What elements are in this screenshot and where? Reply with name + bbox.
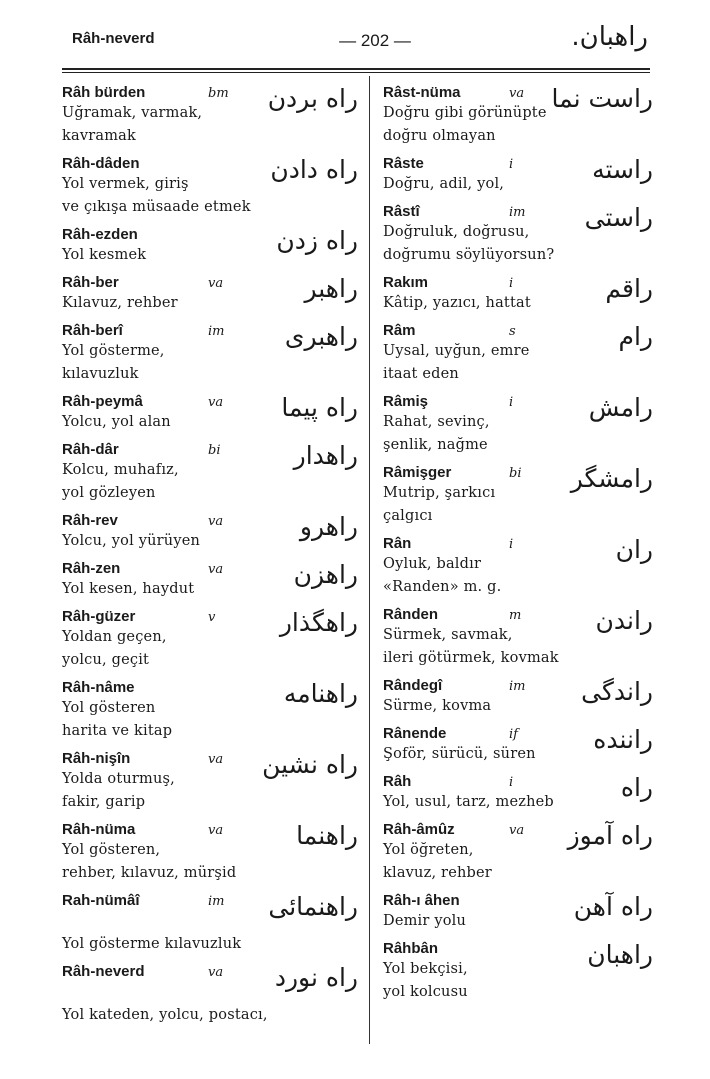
entry-arabic-script: راست نما bbox=[551, 84, 653, 113]
entry-definition-line: doğrumu söylüyorsun? bbox=[383, 247, 555, 263]
entry-definition-line: Yolcu, yol yürüyen bbox=[62, 533, 201, 549]
entry-definition-line: fakir, garip bbox=[62, 794, 146, 810]
entry-arabic-script: راه آهن bbox=[573, 892, 653, 921]
column-divider bbox=[369, 76, 370, 1044]
entry-headword: Râh-rev bbox=[62, 512, 118, 529]
entry-definition-line: Sürme, kovma bbox=[383, 698, 492, 714]
entry-headword: Râh bürden bbox=[62, 84, 146, 101]
entry-definition-line: Yol öğreten, bbox=[383, 842, 474, 858]
running-head-left: Râh-neverd bbox=[72, 30, 155, 47]
entry-part-of-speech: im bbox=[509, 205, 526, 220]
entry-head-row bbox=[62, 961, 358, 992]
entry-part-of-speech: s bbox=[509, 324, 516, 339]
entry-headword: Râh-güzer bbox=[62, 608, 136, 625]
dictionary-entry bbox=[62, 819, 358, 885]
entry-part-of-speech: bi bbox=[208, 443, 221, 458]
dictionary-entry bbox=[383, 819, 653, 885]
dictionary-entry bbox=[383, 604, 653, 670]
entry-arabic-script: راه بردن bbox=[267, 84, 358, 113]
dictionary-entry bbox=[383, 675, 653, 718]
entry-headword: Rân bbox=[383, 535, 412, 552]
dictionary-entry bbox=[62, 510, 358, 553]
entry-arabic-script: راهنامه bbox=[283, 679, 358, 708]
entry-part-of-speech: i bbox=[509, 775, 514, 790]
entry-definition-line: Yol, usul, tarz, mezheb bbox=[383, 794, 554, 810]
entry-part-of-speech: va bbox=[208, 823, 224, 838]
entry-definition-line: yolcu, geçit bbox=[62, 652, 150, 668]
entry-definition-line: harita ve kitap bbox=[62, 723, 173, 739]
entry-part-of-speech: i bbox=[509, 395, 514, 410]
entry-definition-line: Yol gösteren, bbox=[62, 842, 161, 858]
entry-headword: Râh-berî bbox=[62, 322, 123, 339]
entry-part-of-speech: va bbox=[509, 823, 525, 838]
entry-definition-line: Kâtip, yazıcı, hattat bbox=[383, 295, 531, 311]
entry-headword: Râh-neverd bbox=[62, 963, 145, 980]
entry-part-of-speech: im bbox=[509, 679, 526, 694]
dictionary-entry bbox=[383, 320, 653, 386]
entry-part-of-speech: i bbox=[509, 537, 514, 552]
entry-part-of-speech: bm bbox=[208, 86, 229, 101]
entry-headword: Râh-ber bbox=[62, 274, 119, 291]
left-column bbox=[62, 82, 358, 1032]
entry-arabic-script: راندن bbox=[595, 606, 653, 635]
entry-definition-line: Yol kesmek bbox=[62, 247, 147, 263]
entry-part-of-speech: i bbox=[509, 276, 514, 291]
dictionary-entry bbox=[383, 201, 653, 267]
entry-definition-line: kılavuzluk bbox=[62, 366, 139, 382]
running-head-right-arabic: راهبان. bbox=[571, 22, 648, 52]
entry-definition-line: Yol kateden, yolcu, postacı, bbox=[62, 1007, 268, 1023]
entry-arabic-script: رام bbox=[618, 322, 653, 351]
entry-arabic-script: راه نشين bbox=[262, 750, 358, 779]
dictionary-entry bbox=[383, 533, 653, 599]
page-number: — 202 — bbox=[339, 31, 411, 50]
entry-arabic-script: رامش bbox=[588, 393, 653, 422]
entry-arabic-script: راهنما bbox=[296, 821, 358, 850]
entry-definition-line: Yolcu, yol alan bbox=[62, 414, 171, 430]
entry-part-of-speech: if bbox=[509, 727, 518, 742]
entry-definition-line: Kılavuz, rehber bbox=[62, 295, 178, 311]
entry-arabic-script: راهگذار bbox=[279, 608, 358, 637]
entry-definition-line: çalgıcı bbox=[383, 508, 433, 524]
entry-definition-line: Demir yolu bbox=[383, 913, 467, 929]
entry-arabic-script: راهدار bbox=[293, 441, 358, 470]
dictionary-entry bbox=[383, 938, 653, 1004]
entry-definition-line: Sürmek, savmak, bbox=[383, 627, 513, 643]
entry-part-of-speech: va bbox=[208, 965, 224, 980]
entry-arabic-script: راسته bbox=[592, 155, 653, 184]
dictionary-entry bbox=[62, 153, 358, 219]
entry-headword: Râh-âmûz bbox=[383, 821, 455, 838]
entry-definition-line: Yol bekçisi, bbox=[383, 961, 468, 977]
dictionary-entry bbox=[62, 82, 358, 148]
dictionary-entry bbox=[62, 677, 358, 743]
dictionary-entry bbox=[62, 272, 358, 315]
entry-arabic-script: راه bbox=[620, 773, 653, 802]
entry-definition-line: Şoför, sürücü, süren bbox=[383, 746, 536, 762]
entry-headword: Râmiş bbox=[383, 393, 429, 410]
entry-arabic-script: راهرو bbox=[299, 512, 358, 541]
entry-definition-line: Yol kesen, haydut bbox=[62, 581, 195, 597]
dictionary-entry bbox=[62, 961, 358, 1027]
entry-definition-line: rehber, kılavuz, mürşid bbox=[62, 865, 237, 881]
dictionary-entry bbox=[383, 462, 653, 528]
entry-definition-line: Uysal, uyğun, emre bbox=[383, 343, 530, 359]
entry-part-of-speech: va bbox=[208, 514, 224, 529]
entry-arabic-script: راننده bbox=[593, 725, 653, 754]
entry-definition-line: Doğruluk, doğrusu, bbox=[383, 224, 530, 240]
entry-definition-line: Uğramak, varmak, bbox=[62, 105, 203, 121]
entry-arabic-script: راهزن bbox=[293, 560, 358, 589]
dictionary-entry bbox=[62, 748, 358, 814]
entry-definition-line: Yol vermek, giriş bbox=[62, 176, 189, 192]
dictionary-entry bbox=[62, 439, 358, 505]
entry-part-of-speech: va bbox=[208, 562, 224, 577]
entry-definition-line: Yoldan geçen, bbox=[62, 629, 167, 645]
entry-headword: Râst-nüma bbox=[383, 84, 461, 101]
entry-part-of-speech: i bbox=[509, 157, 514, 172]
entry-arabic-script: راه نورد bbox=[274, 963, 358, 992]
entry-definition-line: Rahat, sevinç, bbox=[383, 414, 490, 430]
dictionary-entry bbox=[62, 558, 358, 601]
entry-part-of-speech: m bbox=[509, 608, 522, 623]
entry-arabic-script: راستى bbox=[584, 203, 653, 232]
entry-arabic-script: راه آموز bbox=[567, 821, 653, 850]
dictionary-entry bbox=[383, 153, 653, 196]
right-column bbox=[383, 82, 653, 1009]
entry-arabic-script: راندگى bbox=[581, 677, 653, 706]
entry-definition-line: Kolcu, muhafız, bbox=[62, 462, 179, 478]
entry-arabic-script: راقم bbox=[605, 274, 653, 303]
entry-definition-line: şenlik, nağme bbox=[383, 437, 488, 453]
dictionary-entry bbox=[62, 890, 358, 956]
header-rule bbox=[62, 68, 650, 70]
entry-headword: Râh bbox=[383, 773, 412, 790]
entry-part-of-speech: im bbox=[208, 324, 225, 339]
entry-definition-line: «Randen» m. g. bbox=[383, 579, 502, 595]
entry-part-of-speech: bi bbox=[509, 466, 522, 481]
entry-arabic-script: راهبان bbox=[587, 940, 653, 969]
entry-definition-line: itaat eden bbox=[383, 366, 459, 382]
entry-definition-line: yol gözleyen bbox=[62, 485, 156, 501]
dictionary-entry bbox=[383, 771, 653, 814]
entry-headword: Râh-zen bbox=[62, 560, 121, 577]
entry-headword: Râh-dâr bbox=[62, 441, 119, 458]
dictionary-entry bbox=[62, 606, 358, 672]
entry-definition-line: Doğru gibi görünüpte bbox=[383, 105, 547, 121]
entry-headword: Rânden bbox=[383, 606, 439, 623]
entry-part-of-speech: va bbox=[208, 395, 224, 410]
entry-headword: Râh-nâme bbox=[62, 679, 135, 696]
dictionary-entry bbox=[383, 723, 653, 766]
entry-arabic-script: راه پيما bbox=[281, 393, 358, 422]
entry-part-of-speech: im bbox=[208, 894, 225, 909]
entry-part-of-speech: v bbox=[208, 610, 216, 625]
entry-definition-line: kavramak bbox=[62, 128, 136, 144]
entry-headword: Râh-nişîn bbox=[62, 750, 131, 767]
entry-arabic-script: ران bbox=[615, 535, 653, 564]
entry-head-row bbox=[62, 890, 358, 921]
entry-definition-line: doğru olmayan bbox=[383, 128, 496, 144]
entry-definition-line: yol kolcusu bbox=[383, 984, 468, 1000]
entry-arabic-script: راهبرى bbox=[284, 322, 358, 351]
entry-headword: Râh-dâden bbox=[62, 155, 140, 172]
entry-headword: Râh-peymâ bbox=[62, 393, 143, 410]
entry-headword: Râste bbox=[383, 155, 424, 172]
entry-definition-line: ileri götürmek, kovmak bbox=[383, 650, 559, 666]
entry-definition-line: klavuz, rehber bbox=[383, 865, 492, 881]
entry-headword: Râhbân bbox=[383, 940, 439, 957]
entry-headword: Râstî bbox=[383, 203, 420, 220]
dictionary-entry bbox=[383, 82, 653, 148]
header-rule-thin bbox=[62, 72, 650, 73]
dictionary-entry bbox=[62, 224, 358, 267]
entry-headword: Râh-ezden bbox=[62, 226, 138, 243]
entry-definition-line: Yol gösteren bbox=[62, 700, 156, 716]
entry-headword: Râmişger bbox=[383, 464, 452, 481]
entry-definition-line: Yol gösterme, bbox=[62, 343, 165, 359]
entry-definition-line: Oyluk, baldır bbox=[383, 556, 482, 572]
entry-headword: Rânende bbox=[383, 725, 447, 742]
entry-headword: Rakım bbox=[383, 274, 429, 291]
entry-headword: Rândegî bbox=[383, 677, 443, 694]
entry-headword: Râm bbox=[383, 322, 416, 339]
entry-definition-line: Mutrip, şarkıcı bbox=[383, 485, 496, 501]
entry-arabic-script: رامشگر bbox=[570, 464, 653, 493]
entry-definition-line: Yol gösterme kılavuzluk bbox=[62, 936, 242, 952]
entry-part-of-speech: va bbox=[509, 86, 525, 101]
page-header bbox=[0, 0, 710, 62]
entry-definition-line: Yolda oturmuş, bbox=[62, 771, 175, 787]
dictionary-entry bbox=[62, 391, 358, 434]
entry-headword: Rah-nümâî bbox=[62, 892, 140, 909]
dictionary-entry bbox=[62, 320, 358, 386]
entry-headword: Râh-ı âhen bbox=[383, 892, 460, 909]
entry-headword: Râh-nüma bbox=[62, 821, 136, 838]
entry-part-of-speech: va bbox=[208, 276, 224, 291]
dictionary-entry bbox=[383, 272, 653, 315]
entry-arabic-script: راه دادن bbox=[270, 155, 358, 184]
entry-definition-line: Doğru, adil, yol, bbox=[383, 176, 505, 192]
entry-definition-line: ve çıkışa müsaade etmek bbox=[62, 199, 251, 215]
entry-arabic-script: راهنمائى bbox=[268, 892, 358, 921]
dictionary-entry bbox=[383, 890, 653, 933]
entry-arabic-script: راه زدن bbox=[276, 226, 358, 255]
entry-part-of-speech: va bbox=[208, 752, 224, 767]
entry-arabic-script: راهبر bbox=[304, 274, 358, 303]
dictionary-entry bbox=[383, 391, 653, 457]
